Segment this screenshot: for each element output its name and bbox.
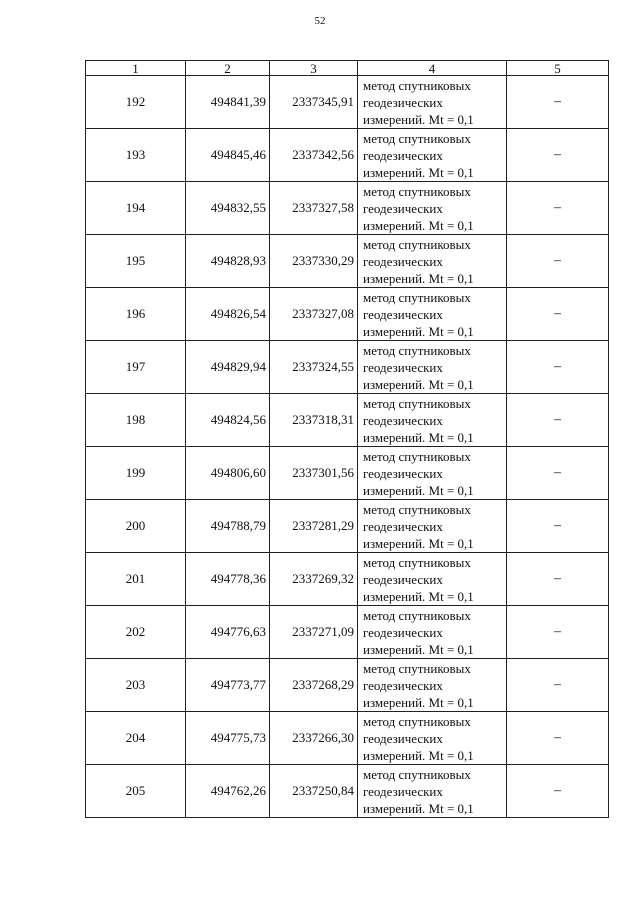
column-5-value: –: [507, 288, 609, 341]
method-line-1: метод спутниковых: [363, 501, 471, 517]
method-description: [358, 341, 507, 394]
column-5-value: –: [507, 341, 609, 394]
method-line-2: геодезических: [363, 465, 443, 481]
table-row: [86, 394, 609, 447]
header-cell-3: 3: [270, 61, 358, 76]
x-coordinate: 494824,56: [186, 394, 270, 447]
table-row: [86, 76, 609, 129]
column-5-value: –: [507, 129, 609, 182]
method-line-3: измерений. Mt = 0,1: [363, 376, 474, 392]
table-row: [86, 500, 609, 553]
x-coordinate: 494829,94: [186, 341, 270, 394]
x-coordinate: 494788,79: [186, 500, 270, 553]
method-line-1: метод спутниковых: [363, 289, 471, 305]
method-line-3: измерений. Mt = 0,1: [363, 323, 474, 339]
table-row: [86, 659, 609, 712]
method-line-2: геодезических: [363, 253, 443, 269]
method-description: [358, 288, 507, 341]
method-description: [358, 553, 507, 606]
x-coordinate: 494826,54: [186, 288, 270, 341]
method-line-3: измерений. Mt = 0,1: [363, 800, 474, 816]
method-line-3: измерений. Mt = 0,1: [363, 588, 474, 604]
method-description: [358, 447, 507, 500]
y-coordinate: 2337342,56: [270, 129, 358, 182]
column-5-value: –: [507, 553, 609, 606]
method-description: [358, 659, 507, 712]
point-number: 196: [86, 288, 186, 341]
method-line-3: измерений. Mt = 0,1: [363, 747, 474, 763]
method-description: [358, 76, 507, 129]
point-number: 202: [86, 606, 186, 659]
method-line-1: метод спутниковых: [363, 660, 471, 676]
method-line-2: геодезических: [363, 571, 443, 587]
column-5-value: –: [507, 659, 609, 712]
point-number: 200: [86, 500, 186, 553]
table-row: [86, 129, 609, 182]
column-5-value: –: [507, 235, 609, 288]
header-cell-5: 5: [507, 61, 609, 76]
point-number: 205: [86, 765, 186, 818]
method-line-3: измерений. Mt = 0,1: [363, 164, 474, 180]
coordinates-table: [85, 60, 609, 818]
method-description: [358, 500, 507, 553]
table-row: [86, 235, 609, 288]
method-line-2: геодезических: [363, 783, 443, 799]
point-number: 195: [86, 235, 186, 288]
table-row: [86, 182, 609, 235]
method-line-1: метод спутниковых: [363, 342, 471, 358]
y-coordinate: 2337250,84: [270, 765, 358, 818]
method-description: [358, 182, 507, 235]
y-coordinate: 2337266,30: [270, 712, 358, 765]
method-line-3: измерений. Mt = 0,1: [363, 429, 474, 445]
point-number: 204: [86, 712, 186, 765]
point-number: 199: [86, 447, 186, 500]
method-line-2: геодезических: [363, 730, 443, 746]
method-description: [358, 129, 507, 182]
column-5-value: –: [507, 447, 609, 500]
header-cell-4: 4: [358, 61, 507, 76]
point-number: 193: [86, 129, 186, 182]
point-number: 201: [86, 553, 186, 606]
method-line-1: метод спутниковых: [363, 77, 471, 93]
method-description: [358, 712, 507, 765]
method-line-1: метод спутниковых: [363, 183, 471, 199]
method-line-3: измерений. Mt = 0,1: [363, 482, 474, 498]
method-description: [358, 394, 507, 447]
y-coordinate: 2337327,58: [270, 182, 358, 235]
x-coordinate: 494806,60: [186, 447, 270, 500]
method-line-1: метод спутниковых: [363, 448, 471, 464]
x-coordinate: 494773,77: [186, 659, 270, 712]
method-line-3: измерений. Mt = 0,1: [363, 535, 474, 551]
header-row: [86, 61, 609, 76]
point-number: 192: [86, 76, 186, 129]
method-line-1: метод спутниковых: [363, 395, 471, 411]
y-coordinate: 2337324,55: [270, 341, 358, 394]
point-number: 198: [86, 394, 186, 447]
method-line-2: геодезических: [363, 624, 443, 640]
x-coordinate: 494832,55: [186, 182, 270, 235]
y-coordinate: 2337281,29: [270, 500, 358, 553]
column-5-value: –: [507, 394, 609, 447]
method-line-1: метод спутниковых: [363, 766, 471, 782]
method-line-1: метод спутниковых: [363, 607, 471, 623]
method-line-1: метод спутниковых: [363, 713, 471, 729]
method-line-3: измерений. Mt = 0,1: [363, 217, 474, 233]
column-5-value: –: [507, 606, 609, 659]
y-coordinate: 2337271,09: [270, 606, 358, 659]
column-5-value: –: [507, 76, 609, 129]
table-row: [86, 712, 609, 765]
x-coordinate: 494841,39: [186, 76, 270, 129]
y-coordinate: 2337318,31: [270, 394, 358, 447]
method-line-1: метод спутниковых: [363, 236, 471, 252]
column-5-value: –: [507, 182, 609, 235]
method-line-3: измерений. Mt = 0,1: [363, 111, 474, 127]
x-coordinate: 494845,46: [186, 129, 270, 182]
method-line-2: геодезических: [363, 200, 443, 216]
table-row: [86, 765, 609, 818]
header-cell-1: 1: [86, 61, 186, 76]
page-number: 52: [314, 15, 326, 27]
point-number: 197: [86, 341, 186, 394]
column-5-value: –: [507, 712, 609, 765]
y-coordinate: 2337301,56: [270, 447, 358, 500]
header-cell-2: 2: [186, 61, 270, 76]
method-line-2: геодезических: [363, 94, 443, 110]
method-line-2: геодезических: [363, 306, 443, 322]
y-coordinate: 2337345,91: [270, 76, 358, 129]
method-line-2: геодезических: [363, 518, 443, 534]
table-row: [86, 447, 609, 500]
table-row: [86, 288, 609, 341]
y-coordinate: 2337269,32: [270, 553, 358, 606]
method-line-3: измерений. Mt = 0,1: [363, 270, 474, 286]
method-line-2: геодезических: [363, 359, 443, 375]
method-line-1: метод спутниковых: [363, 554, 471, 570]
column-5-value: –: [507, 500, 609, 553]
method-line-3: измерений. Mt = 0,1: [363, 694, 474, 710]
x-coordinate: 494778,36: [186, 553, 270, 606]
point-number: 203: [86, 659, 186, 712]
y-coordinate: 2337327,08: [270, 288, 358, 341]
column-5-value: –: [507, 765, 609, 818]
method-line-2: геодезических: [363, 147, 443, 163]
x-coordinate: 494776,63: [186, 606, 270, 659]
table-row: [86, 553, 609, 606]
method-description: [358, 235, 507, 288]
table-row: [86, 341, 609, 394]
method-description: [358, 765, 507, 818]
y-coordinate: 2337330,29: [270, 235, 358, 288]
method-line-2: геодезических: [363, 677, 443, 693]
method-line-2: геодезических: [363, 412, 443, 428]
x-coordinate: 494762,26: [186, 765, 270, 818]
x-coordinate: 494775,73: [186, 712, 270, 765]
method-description: [358, 606, 507, 659]
y-coordinate: 2337268,29: [270, 659, 358, 712]
table-row: [86, 606, 609, 659]
point-number: 194: [86, 182, 186, 235]
method-line-1: метод спутниковых: [363, 130, 471, 146]
method-line-3: измерений. Mt = 0,1: [363, 641, 474, 657]
x-coordinate: 494828,93: [186, 235, 270, 288]
